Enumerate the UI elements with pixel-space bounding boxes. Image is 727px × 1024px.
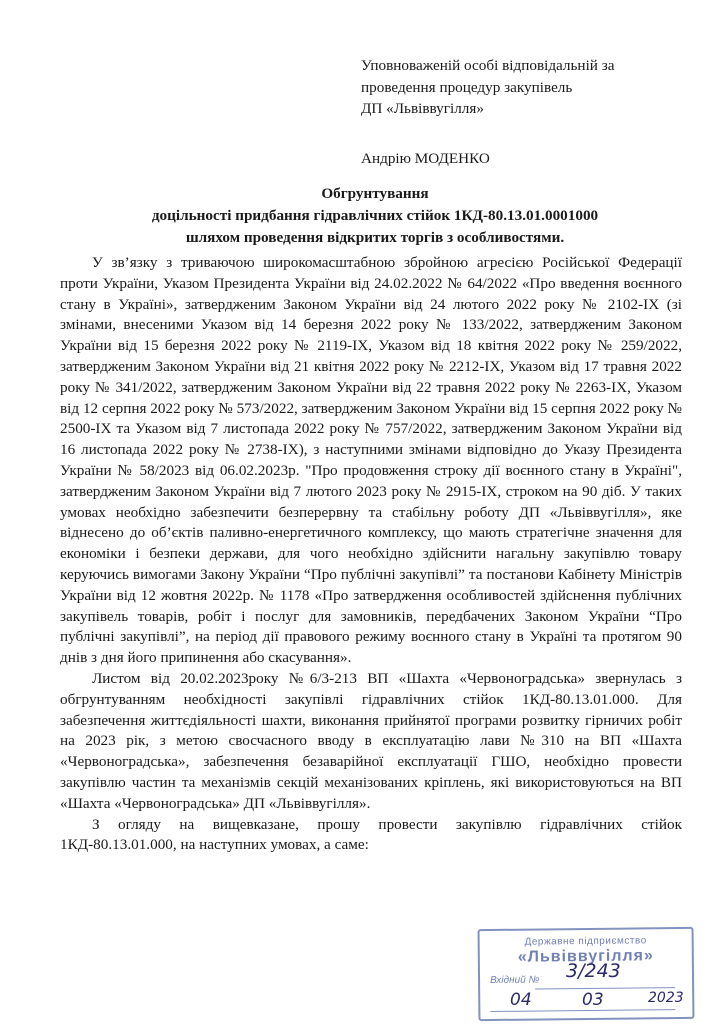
addressee-block [361,55,681,169]
stamp-date-year: 2023 [648,990,684,1006]
stamp-registration-number: 3/243 [566,960,621,982]
body-paragraph-1: У зв’язку з триваючою широкомасштабною збройною агресією Російської Федерації проти України, Указом Президента України від 24.02.2022 № 64/2022 «Про введення воєнного стану в Україні», затвердженим Законом України від 24 лютого 2022 року № 2102-IX (зі змінами, внесеними Указом від 14 березня 2022 року № 133/2022, затвердженим Законом України від 15 березня 2022 року № 2119-IX, Указом від 18 квітня 2022 року № 259/2022, затвердженим Законом України від 21 квітня 2022 року № 2212-IX, Указом від 17 травня 2022 року № 341/2022, затвердженим Законом України від 22 травня 2022 року № 2263-IX, Указом від 12 серпня 2022 року № 573/2022, затвердженим Законом України від 15 серпня 2022 року № 2500-IX та Указом від 7 листопада 2022 року № 757/2022, затвердженим Законом України від 16 листопада 2022 року № 2738-IX), з наступними змінами відповідно до Указу Президента України № 58/2023 від 06.02.2023р. "Про продовження строку дії воєнного стану в Україні", затвердженим Законом України від 7 лютого 2023 року № 2915-IX, строком на 90 діб. У таких умовах необхідно забезпечити безперервну та стабільну роботу ДП «Львіввугілля», яке віднесено до об’єктів паливно-енергетичного комплексу, що мають стратегічне значення для економіки і безпеки держави, для чого необхідно здійснити нагальну закупівлю товару керуючись вимогами Закону України “Про публічні закупівлі” та постанови Кабінету Міністрів України від 12 жовтня 2022р. № 1178 «Про затвердження особливостей здійснення публічних закупівель товарів, робіт і послуг для замовників, передбачених Законом України “Про публічні закупівлі”, на період дії правового режиму воєнного стану в Україні та протягом 90 днів з дня його припинення або скасування». [60,254,682,667]
addressee-line-3: ДП «Львіввугілля» [361,100,484,117]
title-line-1: Обгрунтування [321,185,429,202]
stamp-org-name: «Львіввугілля» [517,947,654,966]
addressee-line-1: Уповноваженій особі відповідальній за [361,57,615,74]
title-line-3: шляхом проведення відкритих торгів з особливостями. [185,229,565,246]
stamp-date-day: 04 [510,990,532,1010]
document-title [60,183,690,249]
stamp-org-type: Державне підприємство [524,935,647,948]
body-paragraph-3: З огляду на вищевказане, прошу провести закупівлю гідравлічних стійок 1КД-80.13.01.000, на наступних умовах, а саме: [60,815,682,854]
addressee-name: Андрію МОДЕНКО [361,149,490,167]
stamp-inbox-label: Вхідний № [490,974,540,987]
document-body [60,253,682,856]
stamp-date-month: 03 [582,990,604,1010]
addressee-line-2: проведення процедур закупівель [361,78,573,96]
title-line-2: доцільності придбання гідравлічних стійок 1КД-80.13.01.0001000 [151,207,599,224]
body-paragraph-2: Листом від 20.02.2023року №6/3-213 ВП «Шахта «Червоноградська» звернулась з обгрунтуванням необхідності закупівлі гідравлічних стійок 1КД-80.13.01.000. Для забезпечення життєдіяльності шахти, виконання прийнятої програми розвитку гірничих робіт на 2023 рік, з метою свосчасного вводу в експлуатацію лави №310 на ВП «Шахта «Червоноградська», забезпечення безаварійної експлуатації ГШО, необхідно провести закупівлю частин та механізмів секцій механізованих кріплень, які використовуються на ВП «Шахта «Червоноградська» ДП «Львіввугілля». [60,669,682,812]
